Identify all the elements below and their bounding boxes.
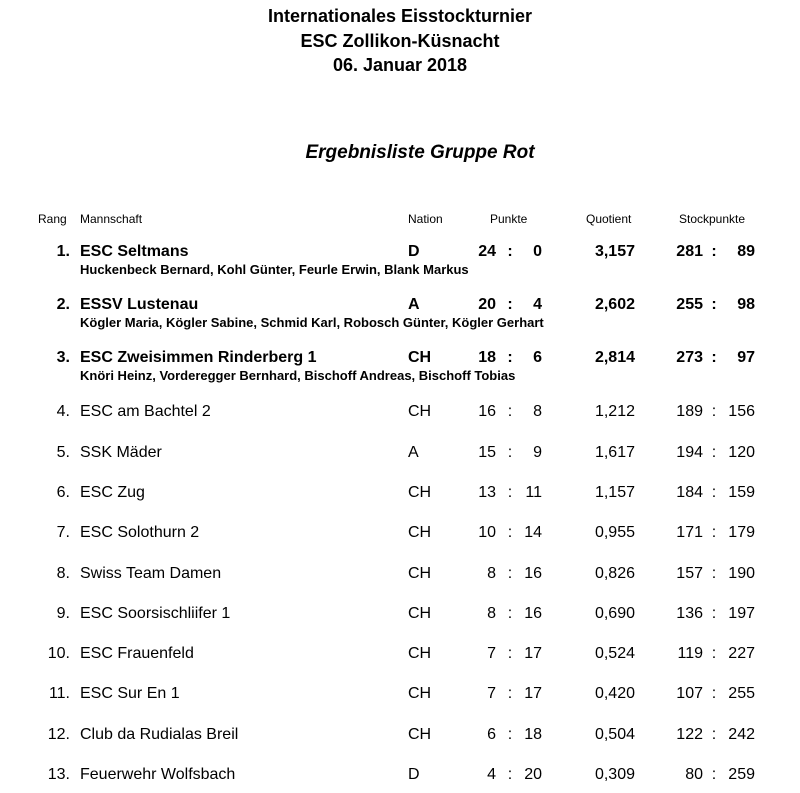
row-stock-for: 255: [676, 296, 703, 313]
row-points-sep: :: [507, 766, 513, 783]
row-nation: CH: [408, 349, 432, 366]
row-points-sep: :: [507, 645, 513, 662]
column-header-points: Punkte: [490, 212, 528, 226]
row-points-lost: 18: [524, 726, 542, 743]
row-stock-for: 189: [676, 403, 703, 420]
row-rank: 12.: [47, 726, 70, 743]
row-stock-against: 98: [737, 296, 755, 313]
row-team-members: Knöri Heinz, Vorderegger Bernhard, Bischoff Andreas, Bischoff Tobias: [80, 368, 516, 383]
row-quotient: 0,420: [594, 685, 635, 702]
row-points-won: 4: [487, 766, 496, 783]
row-rank: 13.: [47, 766, 70, 783]
row-points-won: 8: [487, 605, 496, 622]
title-line-2: ESC Zollikon-Küsnacht: [300, 31, 500, 51]
title-line-1: Internationales Eisstockturnier: [267, 6, 533, 26]
row-team: ESC Frauenfeld: [80, 645, 194, 662]
row-stock-against: 159: [728, 484, 755, 501]
row-stock-against: 179: [728, 524, 755, 541]
column-header-quotient: Quotient: [586, 212, 632, 226]
row-nation: CH: [408, 685, 432, 702]
row-nation: A: [408, 296, 420, 313]
row-rank: 3.: [56, 349, 70, 366]
row-nation: CH: [408, 605, 432, 622]
row-points-won: 6: [487, 726, 496, 743]
row-nation: D: [408, 243, 420, 260]
column-header-team: Mannschaft: [80, 212, 143, 226]
row-nation: CH: [408, 484, 432, 501]
row-stock-for: 194: [676, 444, 703, 461]
row-points-won: 18: [478, 349, 496, 366]
row-stock-against: 255: [728, 685, 755, 702]
row-rank: 6.: [56, 484, 70, 501]
row-stock-for: 119: [677, 645, 703, 662]
row-points-sep: :: [507, 605, 513, 622]
row-rank: 9.: [56, 605, 70, 622]
row-rank: 1.: [56, 243, 70, 260]
row-team: ESC Zweisimmen Rinderberg 1: [80, 349, 317, 366]
row-points-lost: 14: [524, 524, 542, 541]
row-team: Feuerwehr Wolfsbach: [80, 766, 236, 783]
row-rank: 2.: [56, 296, 70, 313]
row-stock-sep: :: [711, 484, 717, 501]
row-rank: 10.: [47, 645, 70, 662]
row-stock-sep: :: [711, 766, 717, 783]
row-team-members: Kögler Maria, Kögler Sabine, Schmid Karl, Robosch Günter, Kögler Gerhart: [80, 315, 544, 330]
row-quotient: 1,617: [594, 444, 635, 461]
row-rank: 4.: [56, 403, 70, 420]
row-team: ESC Sur En 1: [80, 685, 180, 702]
row-rank: 5.: [56, 444, 70, 461]
row-nation: CH: [408, 726, 432, 743]
row-stock-sep: :: [711, 565, 717, 582]
row-points-won: 7: [487, 645, 496, 662]
row-quotient: 2,602: [594, 296, 635, 313]
row-points-sep: :: [507, 565, 513, 582]
row-points-won: 13: [478, 484, 496, 501]
row-quotient: 2,814: [594, 349, 635, 366]
row-stock-against: 120: [728, 444, 755, 461]
row-points-lost: 8: [533, 403, 542, 420]
row-stock-against: 89: [737, 243, 755, 260]
row-team: ESC Seltmans: [80, 243, 189, 260]
row-stock-sep: :: [711, 645, 717, 662]
row-points-lost: 17: [524, 685, 542, 702]
row-stock-sep: :: [711, 296, 717, 313]
row-points-lost: 0: [533, 243, 542, 260]
row-stock-for: 273: [676, 349, 703, 366]
page-subtitle: Ergebnisliste Gruppe Rot: [305, 142, 535, 163]
row-points-sep: :: [507, 243, 513, 260]
row-team: ESC am Bachtel 2: [80, 403, 211, 420]
row-nation: CH: [408, 524, 432, 541]
row-stock-against: 197: [728, 605, 755, 622]
row-stock-sep: :: [711, 243, 717, 260]
row-quotient: 3,157: [594, 243, 635, 260]
row-team: ESC Soorsischliifer 1: [80, 605, 231, 622]
row-points-lost: 17: [524, 645, 542, 662]
row-quotient: 1,157: [594, 484, 635, 501]
row-stock-against: 97: [737, 349, 755, 366]
row-points-lost: 16: [524, 605, 542, 622]
row-stock-for: 80: [685, 766, 703, 783]
row-stock-sep: :: [711, 685, 717, 702]
row-stock-for: 107: [676, 685, 703, 702]
row-points-lost: 4: [533, 296, 542, 313]
row-quotient: 0,955: [594, 524, 635, 541]
row-stock-for: 136: [676, 605, 703, 622]
row-points-lost: 11: [525, 484, 542, 501]
row-nation: CH: [408, 403, 432, 420]
column-header-stockpoints: Stockpunkte: [679, 212, 746, 226]
row-nation: A: [408, 444, 419, 461]
row-rank: 7.: [56, 524, 70, 541]
row-stock-against: 190: [728, 565, 755, 582]
row-nation: CH: [408, 645, 432, 662]
row-team: ESSV Lustenau: [80, 296, 199, 313]
row-points-won: 24: [478, 243, 496, 260]
row-stock-against: 227: [728, 645, 755, 662]
row-points-won: 8: [487, 565, 496, 582]
row-points-sep: :: [507, 524, 513, 541]
row-quotient: 1,212: [594, 403, 635, 420]
row-points-lost: 6: [533, 349, 542, 366]
row-points-sep: :: [507, 349, 513, 366]
row-stock-sep: :: [711, 726, 717, 743]
row-quotient: 0,826: [594, 565, 635, 582]
row-stock-for: 171: [676, 524, 703, 541]
row-points-lost: 9: [533, 444, 542, 461]
row-points-sep: :: [507, 726, 513, 743]
row-quotient: 0,690: [594, 605, 635, 622]
column-header-rank: Rang: [38, 212, 67, 226]
row-rank: 8.: [56, 565, 70, 582]
row-stock-for: 157: [676, 565, 703, 582]
row-stock-for: 184: [676, 484, 703, 501]
row-team: Swiss Team Damen: [80, 565, 222, 582]
row-stock-sep: :: [711, 444, 717, 461]
row-stock-for: 281: [676, 243, 703, 260]
row-nation: D: [408, 766, 420, 783]
row-stock-sep: :: [711, 403, 717, 420]
row-team: Club da Rudialas Breil: [80, 726, 239, 743]
row-points-won: 10: [478, 524, 496, 541]
title-line-3: 06. Januar 2018: [332, 55, 468, 75]
row-nation: CH: [408, 565, 432, 582]
row-points-sep: :: [507, 685, 513, 702]
row-team: ESC Zug: [80, 484, 145, 501]
row-points-won: 15: [478, 444, 496, 461]
row-points-lost: 20: [524, 766, 542, 783]
row-points-sep: :: [507, 444, 513, 461]
row-points-won: 7: [487, 685, 496, 702]
row-points-sep: :: [507, 296, 513, 313]
row-quotient: 0,504: [594, 726, 635, 743]
row-stock-against: 242: [728, 726, 755, 743]
row-team-members: Huckenbeck Bernard, Kohl Günter, Feurle Erwin, Blank Markus: [80, 262, 469, 277]
row-quotient: 0,309: [594, 766, 635, 783]
row-stock-against: 259: [728, 766, 755, 783]
row-stock-sep: :: [711, 524, 717, 541]
row-team: ESC Solothurn 2: [80, 524, 200, 541]
row-stock-for: 122: [676, 726, 703, 743]
row-team: SSK Mäder: [80, 444, 162, 461]
row-rank: 11.: [48, 685, 70, 702]
row-points-sep: :: [507, 403, 513, 420]
column-header-nation: Nation: [408, 212, 443, 226]
row-quotient: 0,524: [594, 645, 635, 662]
row-points-lost: 16: [524, 565, 542, 582]
row-stock-sep: :: [711, 605, 717, 622]
row-stock-against: 156: [728, 403, 755, 420]
row-points-won: 16: [478, 403, 496, 420]
row-stock-sep: :: [711, 349, 717, 366]
row-points-sep: :: [507, 484, 513, 501]
row-points-won: 20: [478, 296, 496, 313]
